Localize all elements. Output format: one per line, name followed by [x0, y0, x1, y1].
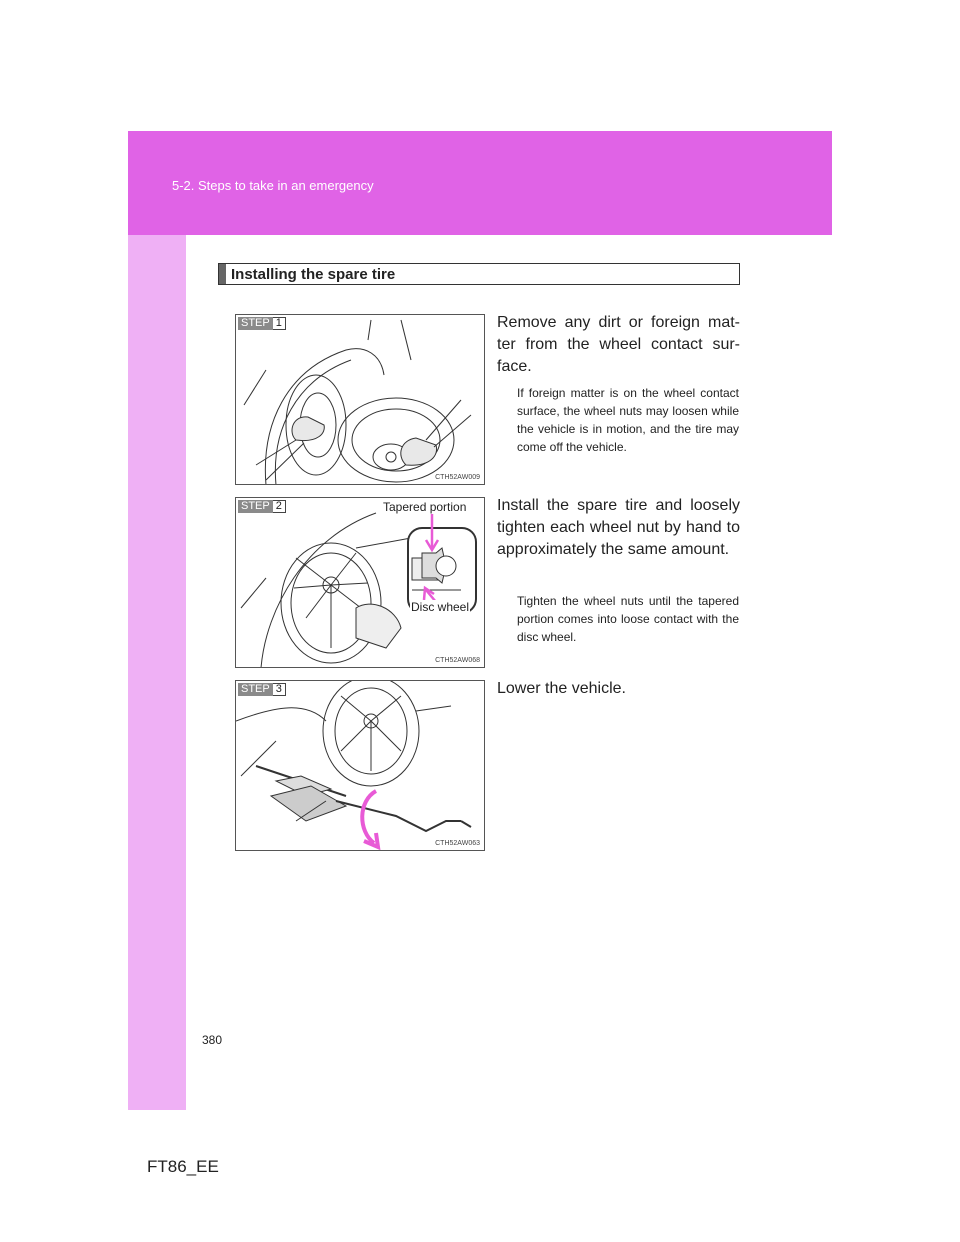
step-badge: [238, 683, 286, 696]
document-code: FT86_EE: [147, 1157, 219, 1176]
step-badge-label: STEP: [238, 317, 273, 330]
callout-tapered-portion: Tapered portion: [383, 500, 467, 514]
step-badge-label: STEP: [238, 683, 273, 696]
section-heading-marker: [219, 264, 226, 284]
jack-lowering-illustration: [236, 681, 485, 851]
step-badge-number: 2: [273, 500, 286, 513]
step-2-text: Install the spare tire and loosely tighten each wheel nut by hand to approximately the same amount.: [497, 497, 740, 558]
figure-code: CTH52AW009: [435, 474, 480, 481]
step-3-figure: [235, 680, 485, 851]
wheel-hub-cleaning-illustration: [236, 315, 485, 485]
wheel-nut-install-illustration: [236, 498, 485, 668]
page-number: 380: [202, 1033, 223, 1047]
figure-code: CTH52AW063: [435, 840, 480, 847]
step-2-figure: [235, 497, 485, 668]
step-1-text: Remove any dirt or foreign mat-ter from the wheel contact sur-face.: [497, 314, 740, 375]
step-badge: [238, 500, 286, 513]
section-path: 5-2. Steps to take in an emergency: [172, 178, 374, 193]
side-bar: [128, 235, 186, 1110]
step-1-note: If foreign matter is on the wheel contact surface, the wheel nuts may loosen while the vehicle is in motion, and the tire may come off the vehicle.: [517, 386, 739, 454]
section-heading: [218, 263, 740, 285]
figure-code: CTH52AW068: [435, 657, 480, 664]
step-badge-label: STEP: [238, 500, 273, 513]
step-badge-number: 1: [273, 317, 286, 330]
callout-disc-wheel: Disc wheel: [411, 600, 470, 614]
step-3-text: Lower the vehicle.: [497, 680, 626, 697]
step-1-figure: [235, 314, 485, 485]
step-badge-number: 3: [273, 683, 286, 696]
section-title: Installing the spare tire: [231, 266, 396, 283]
step-2-note: Tighten the wheel nuts until the tapered portion comes into loose contact with the disc wheel.: [517, 594, 739, 644]
step-badge: [238, 317, 286, 330]
